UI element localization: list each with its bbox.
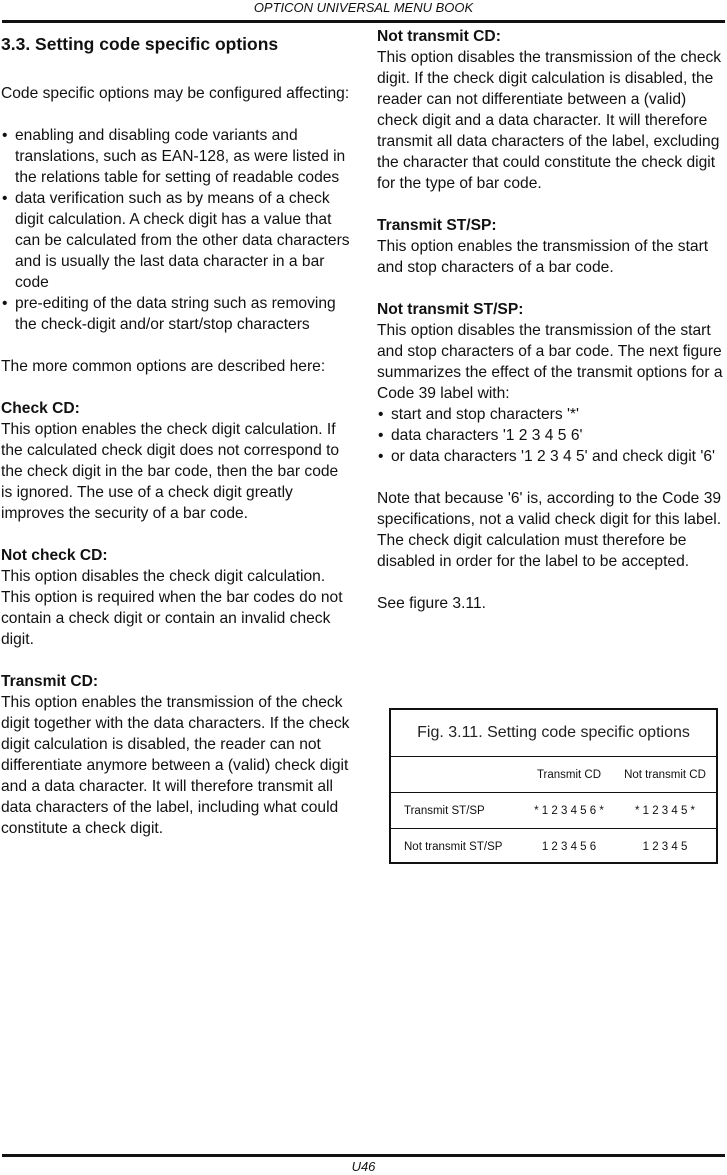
list-item: • or data characters '1 2 3 4 5' and check digit '6': [378, 448, 715, 465]
common-options-intro: The more common options are described here:: [1, 358, 326, 375]
transmit-options-table: [391, 757, 716, 864]
figure-3-11: [389, 708, 718, 864]
option-transmit-st-sp: [377, 215, 724, 278]
list-item: • data verification such as by means of a check digit calculation. A check digit has a value that can be calculated from the other data characters and is usually the last data character in a bar code: [2, 190, 350, 291]
option-title: Check CD:: [1, 400, 80, 417]
option-title: Not transmit CD:: [377, 28, 501, 45]
table-cell: 1 2 3 4 5: [642, 840, 688, 853]
table-cell: * 1 2 3 4 5 *: [614, 793, 716, 829]
table-cell: 1 2 3 4 5 6: [541, 840, 597, 853]
column-header: Transmit CD: [524, 757, 614, 793]
see-figure-reference: See figure 3.11.: [377, 595, 486, 612]
section-title: 3.3. Setting code specific options: [1, 34, 279, 54]
row-header: Not transmit ST/SP: [404, 840, 503, 853]
option-text: This option disables the check digit calculation. This option is required when the bar codes do not contain a check digit or contain an invalid check digit.: [1, 568, 343, 648]
intro-paragraph: Code specific options may be configured affecting:: [1, 85, 350, 102]
option-not-check-cd: [1, 545, 351, 650]
label-bullet-list: [377, 404, 724, 467]
option-text: This option disables the transmission of the check digit. If the check digit calculation is disabled, the reader can not differentiate between a (valid) check digit and a data character. It will therefore transmit all data characters of the label, excluding the character that could constitute the check digit for the type of bar code.: [377, 49, 722, 192]
option-not-transmit-cd: [377, 26, 724, 194]
note-paragraph: Note that because '6' is, according to the Code 39 specifications, not a valid check digit for this label. The check digit calculation must therefore be disabled in order for the label to be accepted.: [377, 490, 722, 570]
left-column: [1, 31, 351, 860]
table-cell: * 1 2 3 4 5 6 *: [524, 793, 614, 829]
table-corner-cell: [391, 757, 524, 793]
table-header-row: [391, 757, 716, 793]
list-item: • data characters '1 2 3 4 5 6': [378, 427, 583, 444]
option-title: Transmit CD:: [1, 673, 99, 690]
table-row: [391, 793, 716, 829]
right-column: [377, 26, 724, 635]
running-header: OPTICON UNIVERSAL MENU BOOK: [253, 0, 474, 15]
option-text: This option enables the transmission of the start and stop characters of a bar code.: [377, 238, 709, 276]
table-row: [391, 829, 716, 865]
footer-rule: [2, 1154, 725, 1157]
option-text: This option enables the transmission of the check digit together with the data characters. If the check digit calculation is disabled, the reader can not differentiate anymore between a (valid) check digit and a data character. It will therefore transmit all data characters of the label, including what could constitute a check digit.: [1, 694, 350, 837]
header-rule: [2, 20, 725, 23]
option-not-transmit-st-sp: [377, 299, 724, 404]
row-header: Transmit ST/SP: [391, 793, 524, 829]
list-item: • pre-editing of the data string such as removing the check-digit and/or start/stop characters: [2, 295, 336, 333]
option-text: This option disables the transmission of the start and stop characters of a bar code. The next figure summarizes the effect of the transmit options for a Code 39 label with:: [377, 322, 723, 402]
option-title: Not check CD:: [1, 547, 108, 564]
list-item: • enabling and disabling code variants and translations, such as EAN-128, as were listed in the relations table for setting of readable codes: [2, 127, 346, 186]
figure-caption: Fig. 3.11. Setting code specific options: [391, 710, 716, 757]
option-check-cd: [1, 398, 351, 524]
option-transmit-cd: [1, 671, 351, 839]
option-text: This option enables the check digit calculation. If the calculated check digit does not correspond to the check digit in the bar code, then the bar code is ignored. The use of a check digit greatly improves the security of a bar code.: [1, 421, 340, 522]
list-item: • start and stop characters '*': [378, 406, 579, 423]
option-title: Transmit ST/SP:: [377, 217, 497, 234]
options-bullet-list: [1, 125, 351, 335]
column-header: Not transmit CD: [614, 757, 716, 793]
page-number: U46: [351, 1159, 376, 1174]
option-title: Not transmit ST/SP:: [377, 301, 524, 318]
